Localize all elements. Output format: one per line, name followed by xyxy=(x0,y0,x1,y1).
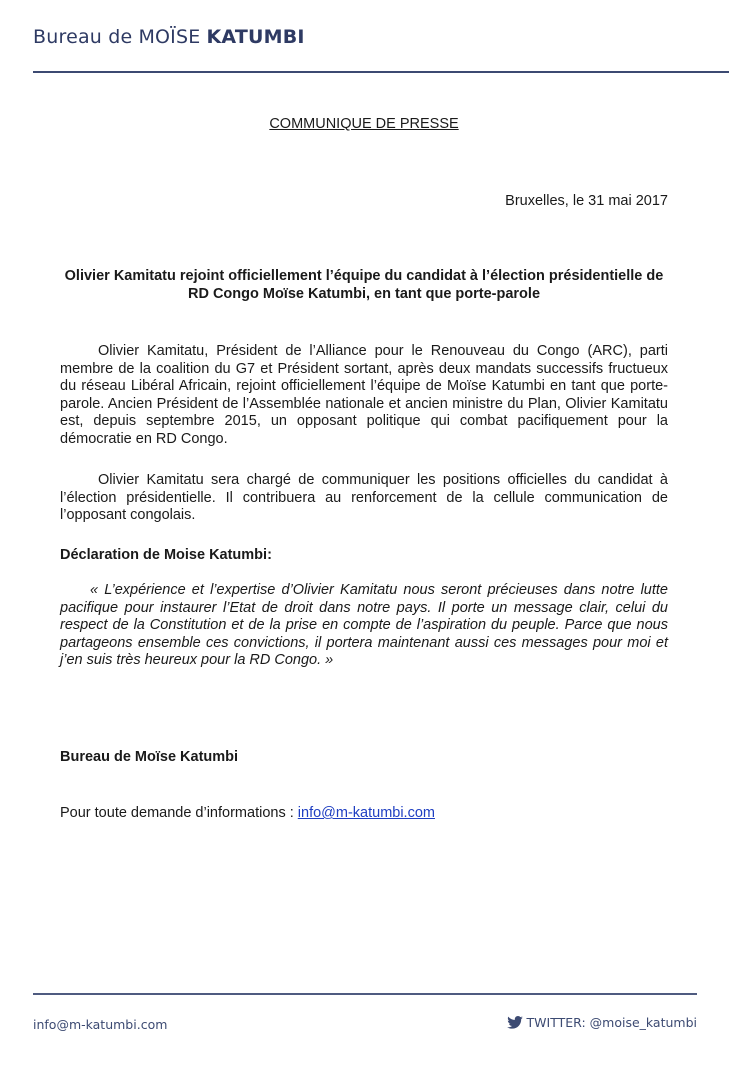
document-title: COMMUNIQUE DE PRESSE xyxy=(269,116,459,132)
footer-twitter xyxy=(507,1015,697,1030)
quote-block: « L’expérience et l’expertise d’Olivier Kamitatu nous seront précieuses dans notre lutte pacifique pour instaurer l’Etat de droit dans notre pays. Il porte un message clair, celui du respect de la Constitution et de la prise en compte de l’aspiration du peuple. Parce que nous partageons ensemble ces convictions, il portera maintenant aussi ces messages pour moi et j’en suis très heureux pour la RD Congo. » xyxy=(60,582,668,669)
paragraph-1: Olivier Kamitatu, Président de l’Alliance pour le Renouveau du Congo (ARC), parti membre de la coalition du G7 et Président sortant, après deux mandats successifs fructueux du réseau Libéral Africain, rejoint officiellement l’équipe de Moïse Katumbi en tant que porte-parole. Ancien Président de l’Assemblée nationale et ancien ministre du Plan, Olivier Kamitatu est, depuis septembre 2015, un opposant politique qui combat pacifiquement pour la démocratie en RD Congo. xyxy=(60,343,668,447)
contact-label: Pour toute demande d’informations : xyxy=(60,805,294,821)
brand-last-name: KATUMBI xyxy=(206,26,305,48)
brand-prefix: Bureau de xyxy=(33,26,133,48)
paragraph-2: Olivier Kamitatu sera chargé de communiquer les positions officielles du candidat à l’élection présidentielle. Il contribuera au renforcement de la cellule communication de l’opposant congolais. xyxy=(60,472,668,524)
contact-email-link[interactable]: info@m-katumbi.com xyxy=(297,805,435,821)
contact-line xyxy=(60,805,435,821)
document-date: Bruxelles, le 31 mai 2017 xyxy=(505,193,668,209)
header-divider xyxy=(33,71,729,73)
declaration-heading: Déclaration de Moise Katumbi: xyxy=(60,547,272,563)
signature: Bureau de Moïse Katumbi xyxy=(60,749,239,765)
twitter-bird-icon xyxy=(507,1016,523,1029)
footer-email: info@m-katumbi.com xyxy=(33,1017,168,1032)
brand-first-name: MOÏSE xyxy=(138,26,201,48)
header-brand xyxy=(33,26,305,48)
headline: Olivier Kamitatu rejoint officiellement l’équipe du candidat à l’élection présidentielle de RD Congo Moïse Katumbi, en tant que porte-parole xyxy=(64,268,664,302)
footer-divider xyxy=(33,993,697,995)
twitter-handle: TWITTER: @moise_katumbi xyxy=(526,1015,697,1030)
